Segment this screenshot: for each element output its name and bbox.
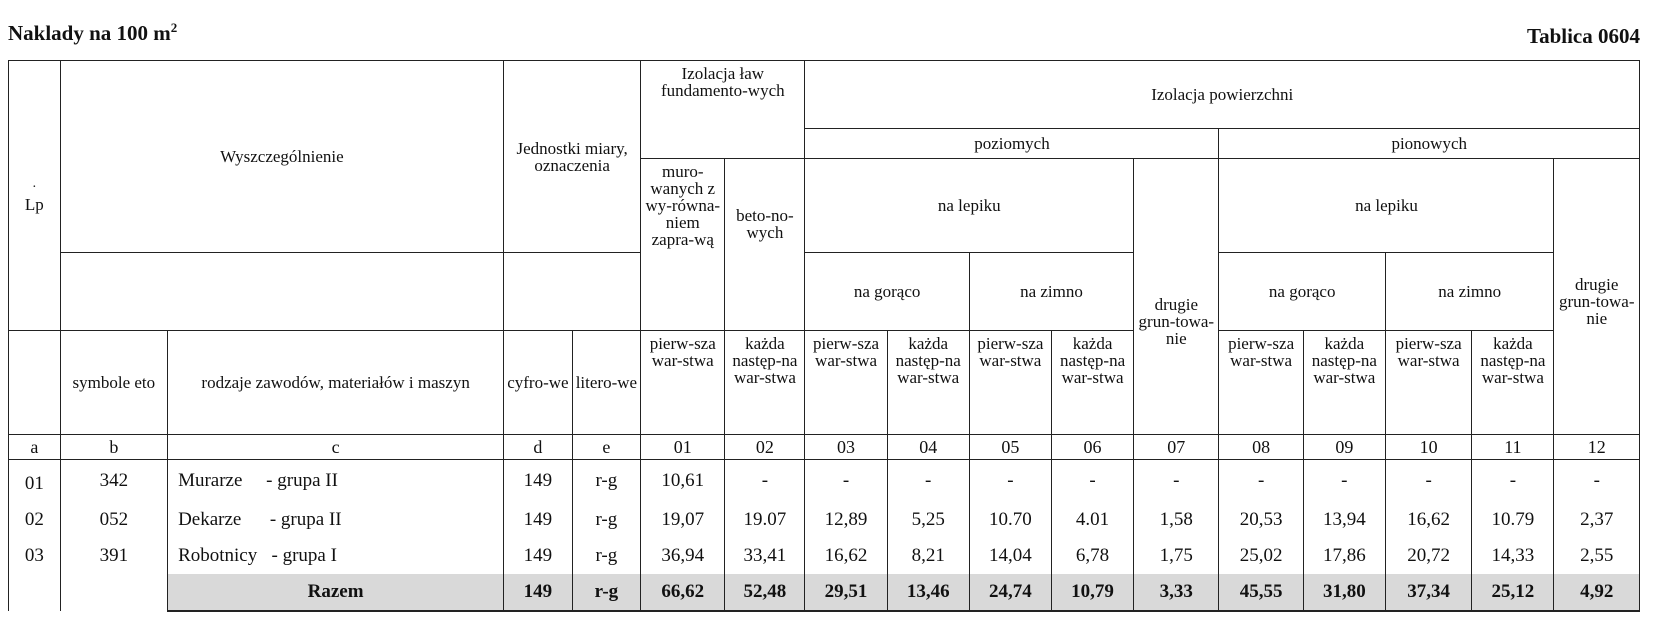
total-lp-blank: [9, 574, 61, 611]
col04-header: każda następ-na war-stwa: [887, 331, 969, 435]
row-value: 16,62: [805, 538, 887, 574]
spec-header: Wyszczególnienie: [60, 61, 504, 253]
label-cell: e: [572, 435, 640, 460]
row-literowe: r-g: [572, 460, 640, 503]
row-symbol: 052: [60, 502, 167, 538]
row-value: -: [887, 460, 969, 503]
total-value: 4,92: [1554, 574, 1640, 611]
label-cell: 05: [969, 435, 1051, 460]
lp-header: · Lp: [9, 61, 61, 331]
total-value: 52,48: [725, 574, 805, 611]
label-cell: b: [60, 435, 167, 460]
na-lepiku-poziomych: na lepiku: [805, 159, 1134, 253]
cost-table: [8, 60, 1640, 612]
label-cell: 07: [1134, 435, 1219, 460]
na-zimno-poziomych: na zimno: [969, 253, 1133, 331]
row-value: 5,25: [887, 502, 969, 538]
label-cell: 12: [1554, 435, 1640, 460]
label-cell: 01: [641, 435, 725, 460]
row-literowe: r-g: [572, 502, 640, 538]
total-cyfrowe: 149: [504, 574, 572, 611]
row-lp: 01: [9, 460, 61, 503]
table-id: Tablica 0604: [1527, 24, 1640, 48]
col11-header: każda następ-na war-stwa: [1472, 331, 1554, 435]
row-value: -: [1303, 460, 1385, 503]
spec-header-lower: [60, 253, 504, 331]
row-value: -: [725, 460, 805, 503]
murowanych-header: muro-wanych z wy-równa-niem zapra-wą: [641, 159, 725, 331]
izolacja-pow-header: Izolacja powierzchni: [805, 61, 1640, 129]
row-value: 20,72: [1385, 538, 1471, 574]
col06-header: każda następ-na war-stwa: [1051, 331, 1133, 435]
na-lepiku-pionowych: na lepiku: [1219, 159, 1554, 253]
total-value: 13,46: [887, 574, 969, 611]
row-value: -: [1219, 460, 1303, 503]
pionowych-header: pionowych: [1219, 129, 1640, 159]
total-label: Razem: [168, 574, 504, 611]
row-value: 10.79: [1472, 502, 1554, 538]
total-value: 37,34: [1385, 574, 1471, 611]
label-cell: 02: [725, 435, 805, 460]
row-cyfrowe: 149: [504, 502, 572, 538]
row-value: 13,94: [1303, 502, 1385, 538]
row-name: Dekarze - grupa II: [168, 502, 504, 538]
row-value: 16,62: [1385, 502, 1471, 538]
table-title: Naklady na 100 $m^2$: [8, 20, 178, 45]
row-value: 20,53: [1219, 502, 1303, 538]
label-cell: 08: [1219, 435, 1303, 460]
poziomych-header: poziomych: [805, 129, 1219, 159]
total-value: 45,55: [1219, 574, 1303, 611]
total-value: 29,51: [805, 574, 887, 611]
table-row: [9, 502, 1640, 538]
row-value: 17,86: [1303, 538, 1385, 574]
row-value: 1,58: [1134, 502, 1219, 538]
literowe-header: litero-we: [572, 331, 640, 435]
col05-header: pierw-sza war-stwa: [969, 331, 1051, 435]
symbole-header: symbole eto: [60, 331, 167, 435]
row-value: -: [1134, 460, 1219, 503]
row-value: 19,07: [641, 502, 725, 538]
lp-header-lower: [9, 331, 61, 435]
row-value: -: [1472, 460, 1554, 503]
total-value: 66,62: [641, 574, 725, 611]
label-cell: c: [168, 435, 504, 460]
table-row: [9, 460, 1640, 503]
col10-header: pierw-sza war-stwa: [1385, 331, 1471, 435]
label-cell: a: [9, 435, 61, 460]
row-value: 6,78: [1051, 538, 1133, 574]
total-value: 10,79: [1051, 574, 1133, 611]
row-lp: 03: [9, 538, 61, 574]
col02-header: każda następ-na war-stwa: [725, 331, 805, 435]
table-row: [9, 538, 1640, 574]
col01-header: pierw-sza war-stwa: [641, 331, 725, 435]
total-symbol-blank: [60, 574, 167, 611]
row-value: -: [1385, 460, 1471, 503]
total-value: 24,74: [969, 574, 1051, 611]
units-header: Jednostki miary, oznaczenia: [504, 61, 641, 253]
row-value: 10.70: [969, 502, 1051, 538]
col09-header: każda następ-na war-stwa: [1303, 331, 1385, 435]
na-goraco-poziomych: na gorąco: [805, 253, 969, 331]
na-goraco-pionowych: na gorąco: [1219, 253, 1385, 331]
row-value: 8,21: [887, 538, 969, 574]
row-value: -: [969, 460, 1051, 503]
row-value: 33,41: [725, 538, 805, 574]
label-cell: 04: [887, 435, 969, 460]
row-lp: 02: [9, 502, 61, 538]
units-header-lower: [504, 253, 641, 331]
row-value: 1,75: [1134, 538, 1219, 574]
cyfrowe-header: cyfro-we: [504, 331, 572, 435]
total-row: [9, 574, 1640, 611]
row-value: 14,33: [1472, 538, 1554, 574]
row-symbol: 342: [60, 460, 167, 503]
row-name: Murarze - grupa II: [168, 460, 504, 503]
drugie-gruntowanie-1: drugie grun-towa-nie: [1134, 159, 1219, 435]
col03-header: pierw-sza war-stwa: [805, 331, 887, 435]
row-name: Robotnicy - grupa I: [168, 538, 504, 574]
row-value: -: [1554, 460, 1640, 503]
total-value: 3,33: [1134, 574, 1219, 611]
row-value: 12,89: [805, 502, 887, 538]
na-zimno-pionowych: na zimno: [1385, 253, 1554, 331]
izolacja-law-header: Izolacja ław fundamento-wych: [641, 61, 805, 159]
total-value: 25,12: [1472, 574, 1554, 611]
row-cyfrowe: 149: [504, 460, 572, 503]
row-value: -: [805, 460, 887, 503]
row-value: 14,04: [969, 538, 1051, 574]
total-literowe: r-g: [572, 574, 640, 611]
row-value: 4.01: [1051, 502, 1133, 538]
row-value: 2,55: [1554, 538, 1640, 574]
column-letter-row: [9, 435, 1640, 460]
row-value: 36,94: [641, 538, 725, 574]
row-value: 2,37: [1554, 502, 1640, 538]
label-cell: 10: [1385, 435, 1471, 460]
label-cell: 03: [805, 435, 887, 460]
row-cyfrowe: 149: [504, 538, 572, 574]
row-value: 10,61: [641, 460, 725, 503]
label-cell: d: [504, 435, 572, 460]
label-cell: 09: [1303, 435, 1385, 460]
row-value: 19.07: [725, 502, 805, 538]
rodzaje-header: rodzaje zawodów, materiałów i maszyn: [168, 331, 504, 435]
row-value: 25,02: [1219, 538, 1303, 574]
col08-header: pierw-sza war-stwa: [1219, 331, 1303, 435]
betonowych-header: beto-no-wych: [725, 159, 805, 331]
row-literowe: r-g: [572, 538, 640, 574]
row-value: -: [1051, 460, 1133, 503]
label-cell: 11: [1472, 435, 1554, 460]
label-cell: 06: [1051, 435, 1133, 460]
drugie-gruntowanie-2: drugie grun-towa-nie: [1554, 159, 1640, 435]
row-symbol: 391: [60, 538, 167, 574]
total-value: 31,80: [1303, 574, 1385, 611]
